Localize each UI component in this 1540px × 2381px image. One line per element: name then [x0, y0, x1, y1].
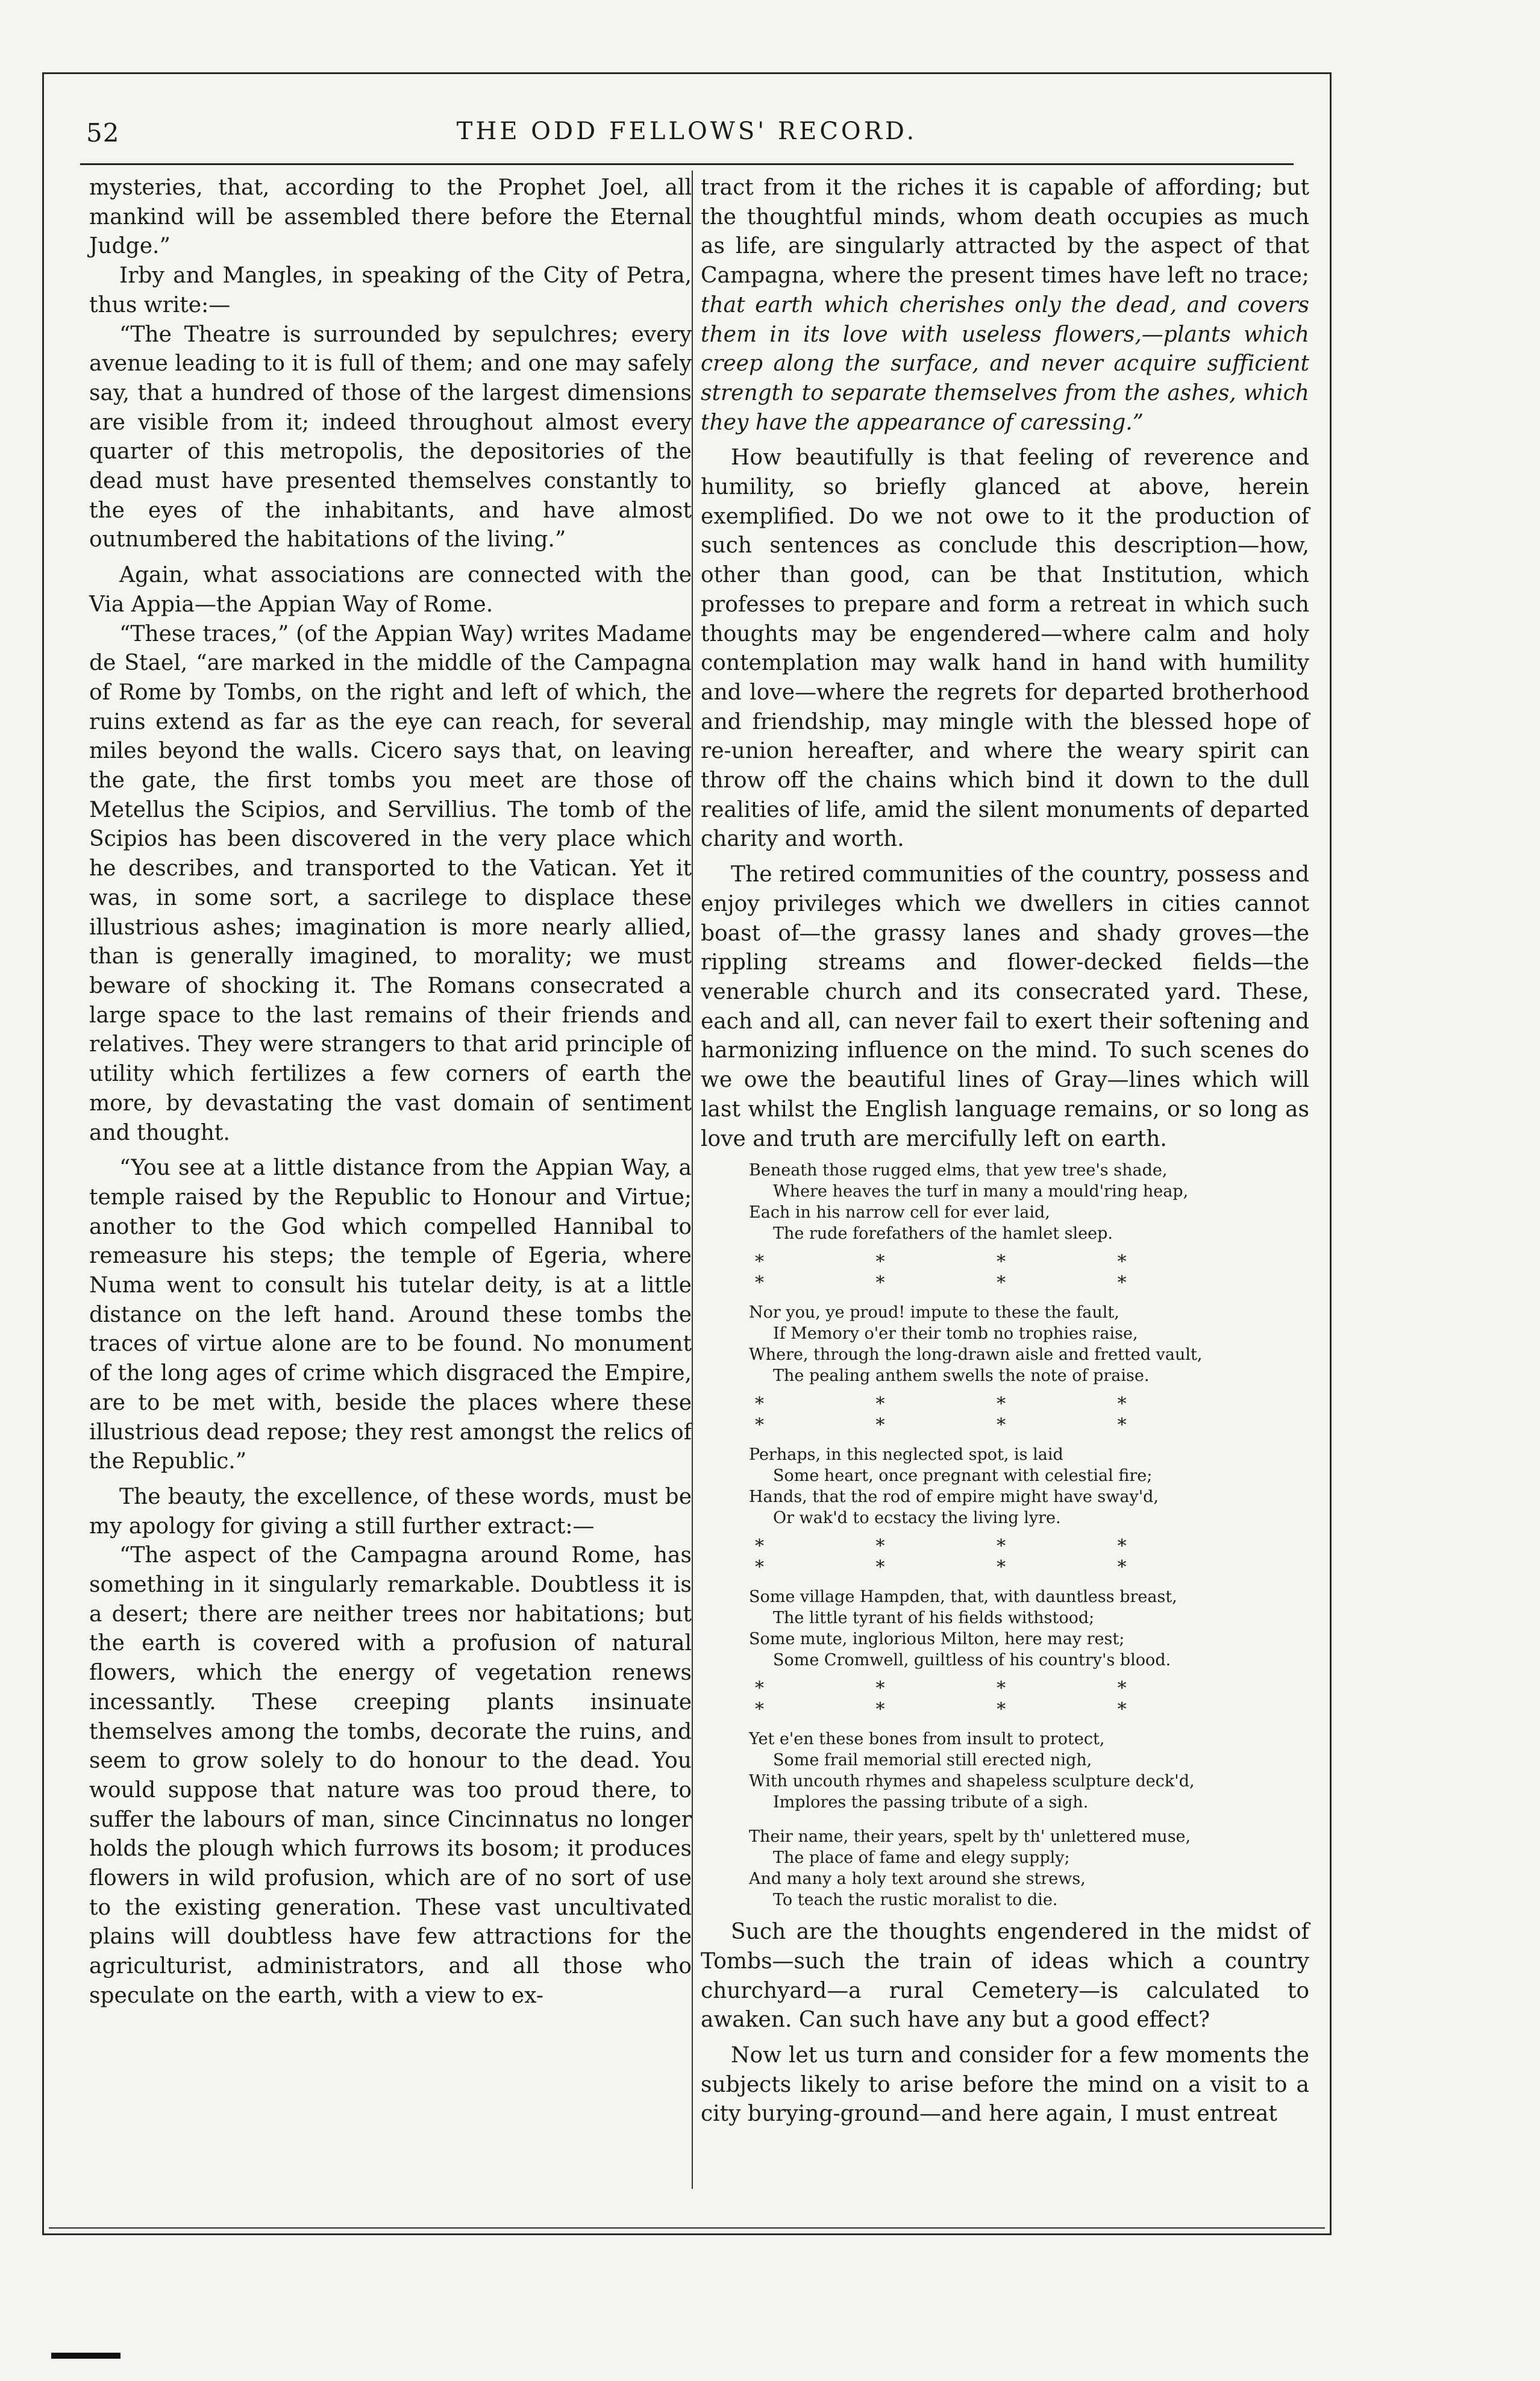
paragraph: mysteries, that, according to the Prophet Joel, all mankind will be assembled there before the Eternal Judge.” [89, 175, 692, 259]
poem-line: Their name, their years, spelt by th' unlettered muse, [749, 1827, 1191, 1847]
paragraph: Such are the thoughts engendered in the midst of Tombs—such the train of ideas which a country churchyard—a rural Cemetery—is calculated to awaken. Can such have any but a good effect? [701, 1920, 1309, 2033]
poem-line: The little tyrant of his fields withstood; [773, 1609, 1095, 1628]
poem-line: Beneath those rugged elms, that yew tree's shade, [749, 1161, 1168, 1180]
poem-line: The pealing anthem swells the note of praise. [773, 1366, 1150, 1386]
poem-stanza [749, 1444, 1309, 1528]
poem-line: Or wak'd to ecstacy the living lyre. [773, 1509, 1061, 1528]
stanza-separator [755, 1678, 1261, 1720]
stanza-separator [755, 1251, 1261, 1294]
poem-line: Nor you, ye proud! impute to these the fault, [749, 1303, 1119, 1322]
italic-quote: that earth which cherishes only the dead, and covers them in its love with useless flowers,—plants which creep along the surface, and never acquire sufficient strength to separate themselves from the ashes, which they have the appearance of caressing.” [701, 292, 1309, 435]
column-divider [692, 171, 693, 2189]
stanza-separator [755, 1394, 1261, 1436]
poem-stanza [749, 1729, 1309, 1813]
poem-line: With uncouth rhymes and shapeless sculpture deck'd, [749, 1772, 1195, 1791]
scan-mark [51, 2353, 121, 2359]
poem-stanza [749, 1826, 1309, 1910]
paragraph: “The Theatre is surrounded by sepulchres; every avenue leading to it is full of them; and one may safely say, that a hundred of those of the largest dimensions are visible from it; indeed throughout almost every quarter of this metropolis, the depositories of the dead must have presented themselves constantly to the eyes of the inhabitants, and have almost outnumbered the habitations of the living.” [89, 322, 692, 552]
right-column [701, 174, 1309, 2129]
poem-line: Where heaves the turf in many a mould'ring heap, [773, 1182, 1189, 1201]
poem-line: The rude forefathers of the hamlet sleep. [773, 1224, 1113, 1244]
paragraph [701, 174, 1309, 437]
page-number: 52 [86, 118, 120, 148]
poem-line: If Memory o'er their tomb no trophies raise, [773, 1324, 1138, 1344]
paragraph: “These traces,” (of the Appian Way) writes Madame de Stael, “are marked in the middle of the Campagna of Rome by Tombs, on the right and left of which, the ruins extend as far as the eye can reach, for several miles beyond the walls. Cicero says that, on leaving the gate, the first tombs you meet are those of Metellus the Scipios, and Servillius. The tomb of the Scipios has been discovered in the very place which he describes, and transported to the Vatican. Yet it was, in some sort, a sacrilege to displace these illustrious ashes; imagination is more nearly allied, than is generally imagined, to morality; we must beware of shocking it. The Romans consecrated a large space to the last remains of their friends and relatives. They were strangers to that arid principle of utility which fertilizes a few corners of earth the more, by devastating the vast domain of sentiment and thought. [89, 621, 692, 1145]
poem-stanza [749, 1302, 1309, 1386]
paragraph: Now let us turn and consider for a few moments the subjects likely to arise before the mind on a visit to a city burying-ground—and here again, I must entreat [701, 2043, 1309, 2127]
paragraph: The beauty, the excellence, of these words, must be my apology for giving a still further extract:— [89, 1484, 692, 1539]
asterisks: * * * * * * * * [755, 1251, 1180, 1294]
poem-line: Where, through the long-drawn aisle and fretted vault, [749, 1345, 1203, 1365]
paragraph: Irby and Mangles, in speaking of the City of Petra, thus write:— [89, 263, 692, 318]
paragraph: How beautifully is that feeling of reverence and humility, so briefly glanced at above, herein exemplified. Do we not owe to it the production of such sentences as conclude this description—how, other than good, can be that Institution, which professes to prepare and form a retreat in which such thoughts may be engendered—where calm and holy contemplation may walk hand in hand with humility and love—where the regrets for departed brotherhood and friendship, may mingle with the blessed hope of re-union hereafter, and where the weary spirit can throw off the chains which bind it down to the dull realities of life, amid the silent monuments of departed charity and worth. [701, 445, 1309, 852]
paragraph: Again, what associations are connected with the Via Appia—the Appian Way of Rome. [89, 563, 692, 617]
paragraph-text: tract from it the riches it is capable of affording; but the thoughtful minds, whom death occupies as much as life, are singularly attracted by the aspect of that Campagna, where the present times have left no trace; [701, 175, 1309, 289]
poem-line: The place of fame and elegy supply; [773, 1848, 1070, 1868]
poem-line: Each in his narrow cell for ever laid, [749, 1203, 1050, 1222]
poem-line: Some heart, once pregnant with celestial fire; [773, 1466, 1153, 1486]
poem-line: Perhaps, in this neglected spot, is laid [749, 1445, 1063, 1465]
poem-elegy [749, 1160, 1309, 1910]
stanza-separator [755, 1536, 1261, 1578]
poem-line: Some village Hampden, that, with dauntless breast, [749, 1588, 1177, 1607]
paragraph: The retired communities of the country, possess and enjoy privileges which we dwellers in cities cannot boast of—the grassy lanes and shady groves—the rippling streams and flower-decked fields—the venerable church and its consecrated yard. These, each and all, can never fail to exert their softening and harmonizing influence on the mind. To such scenes do we owe the beautiful lines of Gray—lines which will last whilst the English language remains, or so long as love and truth are mercifully left on earth. [701, 862, 1309, 1151]
left-column [89, 174, 692, 2011]
header-rule [80, 163, 1294, 165]
poem-line: Yet e'en these bones from insult to protect, [749, 1730, 1105, 1749]
page-title: THE ODD FELLOWS' RECORD. [456, 117, 918, 145]
asterisks: * * * * * * * * [755, 1394, 1180, 1436]
running-header [80, 107, 1294, 155]
poem-line: Some frail memorial still erected nigh, [773, 1751, 1092, 1770]
paragraph: “The aspect of the Campagna around Rome, has something in it singularly remarkable. Doubtless it is a desert; there are neither trees nor habitations; but the earth is covered with a profusion of natural flowers, which the energy of vegetation renews incessantly. These creeping plants insinuate themselves among the tombs, decorate the ruins, and seem to grow solely to do honour to the dead. You would suppose that nature was too proud there, to suffer the labours of man, since Cincinnatus no longer holds the plough which furrows its bosom; it produces flowers in wild profusion, which are of no sort of use to the existing generation. These vast uncultivated plains will doubtless have few attractions for the agriculturist, administrators, and all those who speculate on the earth, with a view to ex- [89, 1543, 692, 2008]
poem-line: Some mute, inglorious Milton, here may rest; [749, 1630, 1125, 1649]
page-frame [42, 72, 1332, 2235]
asterisks: * * * * * * * * [755, 1678, 1180, 1721]
asterisks: * * * * * * * * [755, 1536, 1180, 1578]
poem-line: Some Cromwell, guiltless of his country's blood. [773, 1651, 1171, 1670]
poem-stanza [749, 1160, 1309, 1244]
poem-line: Implores the passing tribute of a sigh. [773, 1793, 1089, 1812]
poem-line: And many a holy text around she strews, [749, 1869, 1086, 1889]
poem-line: Hands, that the rod of empire might have sway'd, [749, 1488, 1159, 1507]
poem-stanza [749, 1586, 1309, 1671]
poem-line: To teach the rustic moralist to die. [773, 1891, 1058, 1910]
paragraph: “You see at a little distance from the Appian Way, a temple raised by the Republic to Honour and Virtue; another to the God which compelled Hannibal to remeasure his steps; the temple of Egeria, where Numa went to consult his tutelar deity, is at a little distance on the left hand. Around these tombs the traces of virtue alone are to be found. No monument of the long ages of crime which disgraced the Empire, are to be met with, beside the places where these illustrious dead repose; they rest amongst the relics of the Republic.” [89, 1156, 692, 1474]
